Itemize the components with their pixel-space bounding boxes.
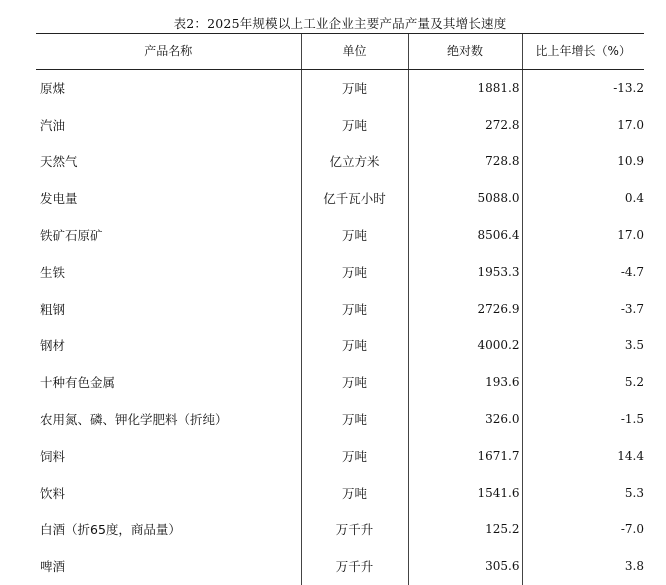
cell-absolute: 272.8: [408, 106, 522, 143]
cell-absolute: 1953.3: [408, 253, 522, 290]
cell-absolute: 193.6: [408, 364, 522, 401]
cell-absolute: 305.6: [408, 548, 522, 585]
cell-product-name: 农用氮、磷、钾化学肥料（折纯）: [40, 412, 228, 428]
table-row: [36, 437, 644, 474]
header-product-name: 产品名称: [36, 34, 301, 70]
cell-growth: -7.0: [522, 511, 644, 548]
cell-product-name: 啤酒: [40, 559, 66, 575]
table-row: [36, 364, 644, 401]
cell-unit: 万吨: [301, 327, 408, 364]
cell-growth: 5.3: [522, 474, 644, 511]
cell-absolute: 2726.9: [408, 290, 522, 327]
cell-product-name: 白酒（折65度，商品量）: [40, 522, 181, 538]
cell-unit: 万千升: [301, 511, 408, 548]
table-row: [36, 511, 644, 548]
cell-product-name: 生铁: [40, 264, 66, 280]
table-row: [36, 474, 644, 511]
cell-growth: 5.2: [522, 364, 644, 401]
cell-growth: 3.8: [522, 548, 644, 585]
header-growth: 比上年增长（%）: [522, 34, 644, 70]
cell-unit: 万千升: [301, 548, 408, 585]
cell-product-name: 原煤: [40, 81, 66, 97]
cell-unit: 万吨: [301, 217, 408, 254]
cell-unit: 万吨: [301, 364, 408, 401]
table-row: [36, 290, 644, 327]
cell-absolute: 728.8: [408, 143, 522, 180]
cell-growth: 14.4: [522, 437, 644, 474]
cell-product-name: 粗钢: [40, 301, 66, 317]
cell-product-name: 饮料: [40, 485, 66, 501]
cell-growth: -4.7: [522, 253, 644, 290]
cell-product-name: 发电量: [40, 191, 78, 207]
cell-product-name: 十种有色金属: [40, 375, 116, 391]
table-row: [36, 70, 644, 107]
cell-growth: -13.2: [522, 70, 644, 107]
cell-growth: 17.0: [522, 217, 644, 254]
table-row: [36, 106, 644, 143]
cell-unit: 万吨: [301, 253, 408, 290]
table-row: [36, 143, 644, 180]
cell-growth: -3.7: [522, 290, 644, 327]
cell-unit: 万吨: [301, 474, 408, 511]
cell-unit: 万吨: [301, 106, 408, 143]
table-header-row: [36, 34, 644, 70]
cell-product-name: 饲料: [40, 448, 66, 464]
cell-absolute: 5088.0: [408, 180, 522, 217]
cell-unit: 万吨: [301, 70, 408, 107]
cell-absolute: 8506.4: [408, 217, 522, 254]
cell-absolute: 1671.7: [408, 437, 522, 474]
table-title: 表2：2025年规模以上工业企业主要产品产量及其增长速度: [173, 16, 507, 31]
cell-growth: -1.5: [522, 401, 644, 438]
cell-absolute: 326.0: [408, 401, 522, 438]
table-row: [36, 327, 644, 364]
cell-absolute: 1881.8: [408, 70, 522, 107]
cell-product-name: 汽油: [40, 117, 66, 133]
cell-absolute: 125.2: [408, 511, 522, 548]
table-row: [36, 180, 644, 217]
cell-product-name: 钢材: [40, 338, 66, 354]
table-row: [36, 217, 644, 254]
cell-growth: 17.0: [522, 106, 644, 143]
table-row: [36, 253, 644, 290]
product-output-table: [36, 33, 644, 585]
cell-growth: 0.4: [522, 180, 644, 217]
cell-unit: 万吨: [301, 437, 408, 474]
header-unit: 单位: [301, 34, 408, 70]
cell-unit: 亿千瓦小时: [301, 180, 408, 217]
cell-unit: 万吨: [301, 401, 408, 438]
table-row: [36, 401, 644, 438]
cell-growth: 3.5: [522, 327, 644, 364]
cell-product-name: 铁矿石原矿: [40, 228, 103, 244]
cell-unit: 万吨: [301, 290, 408, 327]
cell-unit: 亿立方米: [301, 143, 408, 180]
header-absolute: 绝对数: [408, 34, 522, 70]
cell-absolute: 1541.6: [408, 474, 522, 511]
cell-growth: 10.9: [522, 143, 644, 180]
cell-absolute: 4000.2: [408, 327, 522, 364]
table-row: [36, 548, 644, 585]
cell-product-name: 天然气: [40, 154, 78, 170]
